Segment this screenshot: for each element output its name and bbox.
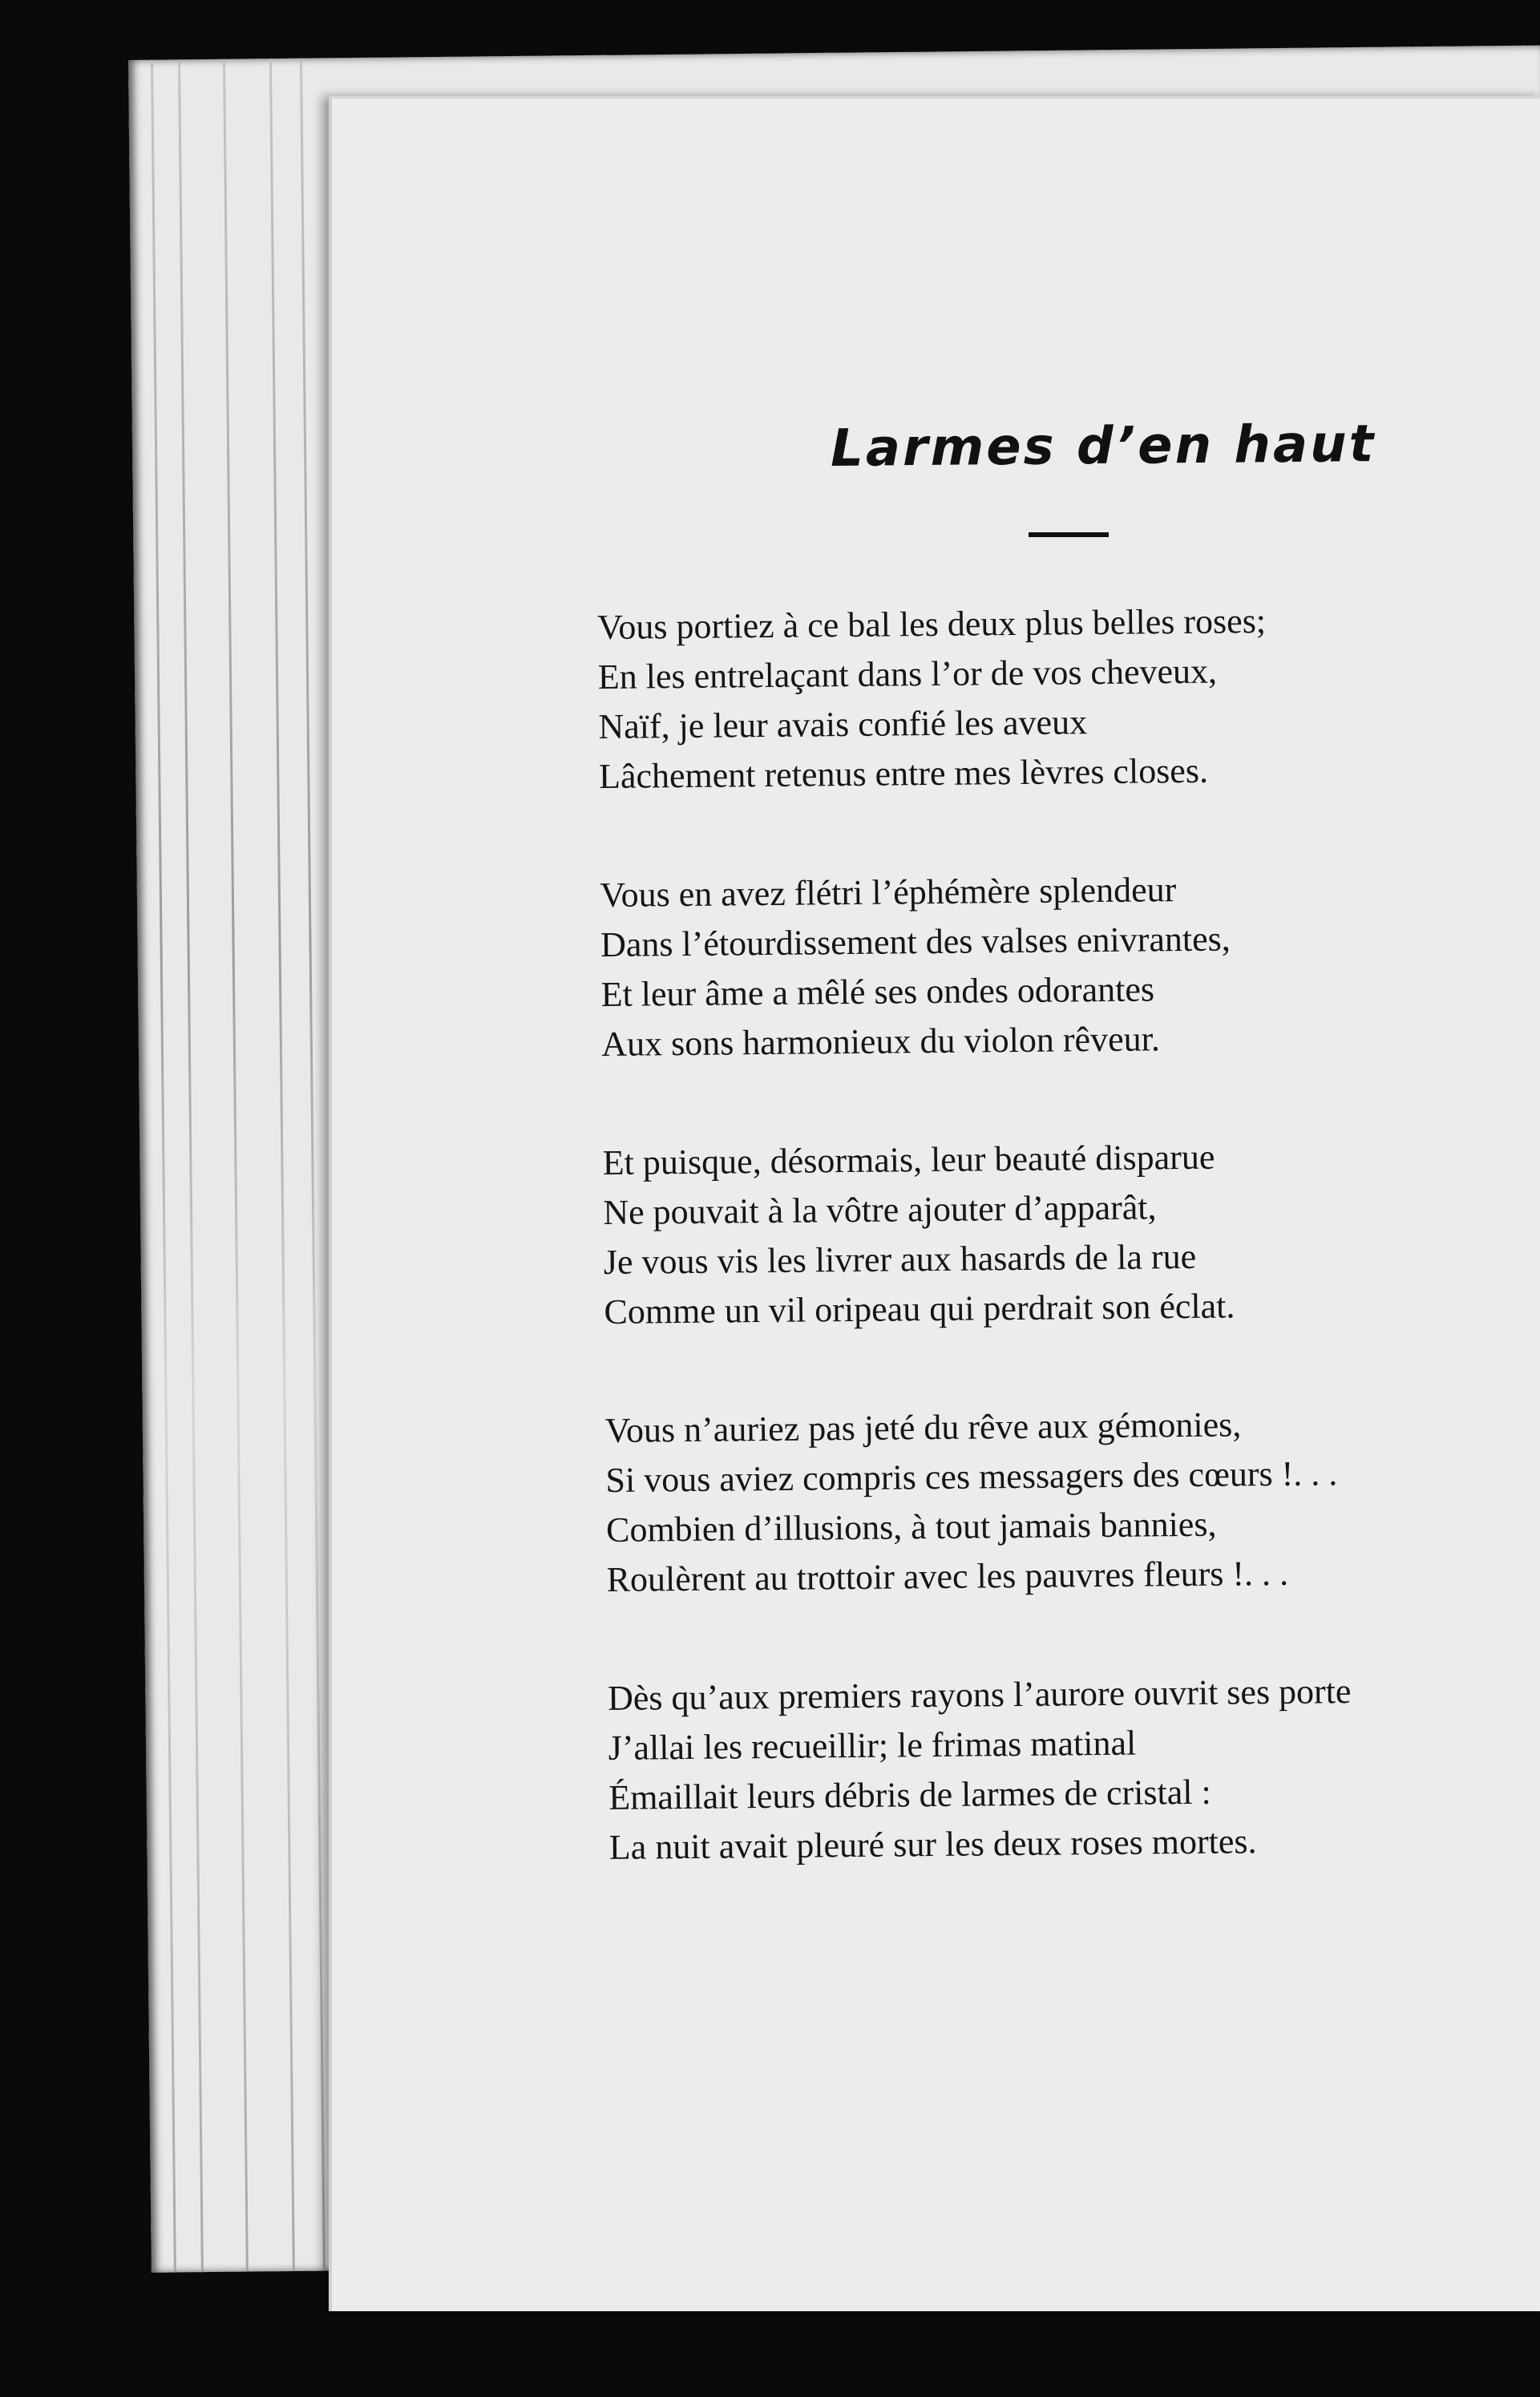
- poem-body: [597, 594, 1540, 1942]
- page-edge: [269, 59, 295, 2271]
- poem-line: Combien d’illusions, à tout jamais bannies,: [605, 1504, 1217, 1550]
- stanza-5: [608, 1665, 1540, 1873]
- stanza-4: [605, 1397, 1540, 1605]
- poem-line: Naïf, je leur avais confié les aveux: [598, 702, 1088, 746]
- poem-line: Vous portiez à ce bal les deux plus belles roses;: [597, 600, 1267, 647]
- page-edge: [151, 60, 176, 2273]
- stanza-3: [602, 1130, 1540, 1337]
- poem-line: Ne pouvait à la vôtre ajouter d’apparât,: [603, 1187, 1157, 1232]
- poem-line: La nuit avait pleuré sur les deux roses mortes.: [608, 1821, 1257, 1867]
- poem-line: J’allai les recueillir; le frimas matinal: [608, 1723, 1137, 1768]
- page-edge: [223, 59, 249, 2272]
- poem-line: Roulèrent au trottoir avec les pauvres fleurs !. . .: [606, 1553, 1289, 1599]
- poem-line: Et puisque, désormais, leur beauté disparue: [602, 1137, 1215, 1182]
- poem-line: Vous en avez flétri l’éphémère splendeur: [600, 870, 1177, 915]
- poem-line: Lâchement retenus entre mes lèvres closes.: [598, 750, 1209, 796]
- page-edge: [300, 59, 325, 2271]
- poem-line: Et leur âme a mêlé ses ondes odorantes: [600, 969, 1155, 1014]
- poem-line: Comme un vil oripeau qui perdrait son éclat.: [604, 1286, 1235, 1332]
- poem-line: Dans l’étourdissement des valses enivrantes,: [600, 919, 1231, 964]
- title-rule: [1029, 532, 1109, 537]
- stanza-2: [600, 862, 1540, 1069]
- stanza-1: [597, 594, 1540, 802]
- poem-line: Si vous aviez compris ces messagers des cœurs !. . .: [605, 1453, 1338, 1500]
- poem-line: Aux sons harmonieux du violon rêveur.: [601, 1019, 1161, 1064]
- page-edge: [178, 59, 204, 2272]
- poem-line: Émaillait leurs débris de larmes de cristal :: [608, 1772, 1211, 1817]
- poem-line: En les entrelaçant dans l’or de vos cheveux,: [597, 651, 1218, 697]
- poem-line: Je vous vis les livrer aux hasards de la rue: [603, 1236, 1197, 1282]
- poem-line: Vous n’auriez pas jeté du rêve aux gémonies,: [604, 1405, 1242, 1450]
- poem-line: Dès qu’aux premiers rayons l’aurore ouvrit ses porte: [607, 1671, 1352, 1718]
- poem-title: Larmes d’en haut: [830, 414, 1376, 479]
